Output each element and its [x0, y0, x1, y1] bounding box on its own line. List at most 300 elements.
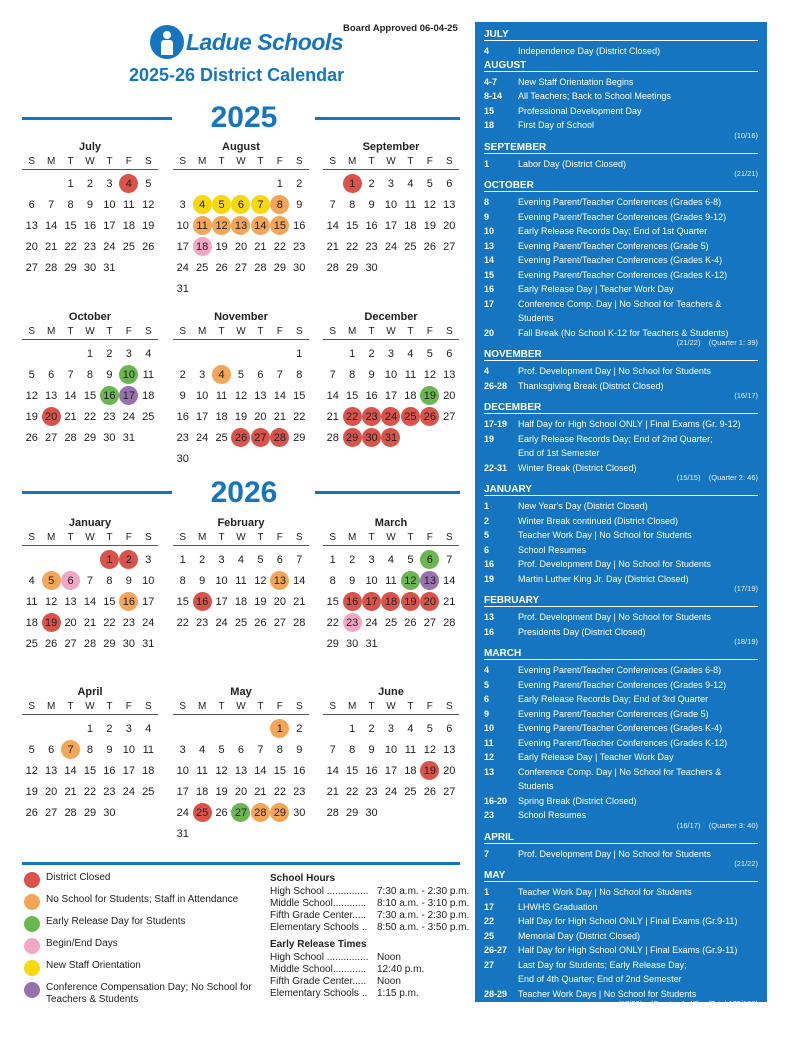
day-cell: 31	[365, 637, 378, 650]
event-description: Thanksgiving Break (District Closed)	[518, 380, 664, 391]
day-cell: 21	[64, 785, 77, 798]
event-row	[484, 104, 758, 119]
day-cell: 7	[276, 368, 283, 381]
event-date: 27	[484, 959, 495, 970]
event-date: 26-28	[484, 380, 508, 391]
divider	[315, 491, 460, 494]
day-cell: 12	[142, 198, 155, 211]
day-cell: 1	[349, 722, 356, 735]
empty-cell	[212, 343, 231, 364]
weekday-label: S	[295, 532, 303, 543]
weekday-label: M	[197, 532, 207, 543]
legend-swatch-icon	[24, 916, 40, 932]
day-cell: 6	[257, 368, 264, 381]
weekday-label: T	[368, 326, 375, 337]
day-cell: 6	[61, 570, 80, 591]
weekday-label: S	[28, 326, 36, 337]
event-description: First Day of School	[518, 120, 595, 130]
day-cell: 15	[83, 389, 97, 402]
day-cell: 28	[64, 431, 77, 444]
event-date: 18	[484, 120, 495, 130]
month-november	[173, 310, 309, 469]
empty-cell	[61, 343, 80, 364]
day-cell: 14	[64, 764, 77, 777]
weekday-label: S	[179, 326, 187, 337]
school-label: Middle School............	[270, 964, 367, 975]
day-cell: 9	[296, 198, 303, 211]
legend-label: District Closed	[46, 872, 111, 883]
day-cell: 3	[179, 198, 186, 211]
event-description: Evening Parent/Teacher Conferences (Grades 6-8)	[518, 665, 722, 675]
event-row	[484, 914, 758, 929]
day-cell: 31	[122, 431, 135, 444]
day-cell: 5	[257, 553, 264, 566]
weekday-label: M	[197, 701, 207, 712]
weekday-label: T	[67, 532, 74, 543]
day-cell: 9	[86, 198, 94, 211]
weekday-label: S	[445, 156, 453, 167]
event-row	[484, 297, 758, 326]
legend-swatch-icon	[24, 960, 40, 976]
event-description: Fall Break (No School K-12 for Teachers & Students)	[518, 327, 729, 338]
day-cell: 2	[368, 722, 375, 735]
weekday-label: T	[257, 156, 264, 167]
school-time: 7:30 a.m. - 2:30 p.m.	[377, 910, 470, 921]
day-cell: 13	[420, 570, 439, 591]
day-cell: 23	[83, 240, 97, 253]
day-cell: 4	[145, 347, 152, 360]
event-row	[484, 721, 758, 736]
day-cell: 13	[443, 198, 456, 211]
event-date: 9	[484, 211, 490, 222]
month-january	[22, 516, 158, 654]
day-cell: 17	[119, 385, 138, 406]
day-cell: 10	[142, 574, 155, 587]
legend-label: Early Release Day for Students	[46, 916, 186, 927]
event-date: 8-14	[484, 91, 503, 101]
day-cell: 8	[349, 368, 356, 381]
event-description: Teacher Work Days | No School for Students	[518, 988, 697, 999]
day-cell: 7	[329, 743, 336, 756]
day-cell: 30	[293, 806, 306, 819]
event-date: 16-20	[484, 795, 508, 806]
events-panel	[475, 22, 767, 1037]
day-cell: 29	[346, 261, 359, 274]
day-cell: 2	[86, 177, 94, 190]
month-february	[173, 516, 309, 633]
event-date: 25	[484, 930, 495, 941]
day-count: (15/15) (Quarter 2: 46)	[676, 473, 758, 482]
empty-cell	[192, 173, 211, 194]
empty-cell	[80, 549, 99, 570]
day-cell: 7	[296, 553, 303, 566]
day-cell: 8	[296, 368, 303, 381]
day-cell: 7	[251, 194, 270, 215]
weekday-label: W	[386, 326, 396, 337]
month-name: December	[364, 311, 418, 323]
day-cell: 2	[296, 722, 303, 735]
day-cell: 3	[106, 177, 113, 190]
day-cell: 16	[365, 219, 378, 232]
day-cell: 8	[270, 194, 289, 215]
weekday-label: S	[329, 156, 337, 167]
day-cell: 29	[293, 431, 306, 444]
day-cell: 12	[212, 215, 231, 236]
day-cell: 11	[404, 743, 417, 756]
day-count: (21/22)	[734, 859, 758, 868]
day-cell: 15	[176, 595, 189, 608]
day-cell: 20	[443, 764, 456, 777]
day-cell: 22	[273, 240, 286, 253]
hours-row	[270, 976, 470, 988]
event-date: 20	[484, 327, 495, 338]
event-description: Evening Parent/Teacher Conferences (Grades 9-12)	[518, 679, 727, 690]
weekday-label: T	[368, 701, 375, 712]
page-title: 2025-26 District Calendar	[129, 65, 345, 85]
day-cell: 20	[45, 785, 58, 798]
school-time: Noon	[377, 976, 401, 987]
event-date: 6	[484, 694, 490, 704]
weekday-label: T	[407, 701, 414, 712]
day-cell: 17	[384, 219, 398, 232]
hours-row	[270, 964, 470, 976]
weekday-label: T	[257, 326, 264, 337]
day-cell: 9	[368, 198, 375, 211]
event-date: 17	[484, 901, 495, 912]
weekday-label: M	[197, 156, 207, 167]
day-cell: 1	[179, 553, 186, 566]
event-date: 19	[484, 573, 495, 584]
day-cell: 4	[119, 173, 138, 194]
event-date: 12	[484, 752, 495, 762]
event-description: Early Release Records Day; End of 3rd Quarter	[518, 694, 709, 704]
event-row	[484, 499, 758, 514]
school-label: Elementary Schools ..	[270, 988, 368, 999]
day-cell: 19	[142, 219, 155, 232]
event-row	[484, 707, 758, 722]
day-cell: 7	[61, 739, 80, 760]
event-description: Early Release Day | Teacher Work Day	[518, 284, 674, 294]
day-cell: 16	[103, 764, 116, 777]
day-count: (21/22) (Quarter 1: 39)	[676, 338, 758, 347]
event-row	[484, 89, 758, 104]
event-date: 16	[484, 626, 495, 637]
day-cell: 8	[349, 743, 356, 756]
hours-row	[270, 898, 470, 910]
event-description: Juneteenth Holiday (District Closed)	[518, 1027, 662, 1037]
weekday-label: S	[179, 701, 187, 712]
weekday-header	[22, 325, 158, 340]
weekday-label: S	[28, 532, 36, 543]
day-cell: 1	[349, 347, 356, 360]
school-time: 12:40 p.m.	[377, 964, 425, 975]
weekday-header	[22, 155, 158, 170]
event-row	[484, 417, 758, 432]
day-cell: 22	[293, 410, 306, 423]
month-july	[22, 140, 158, 278]
empty-cell	[323, 718, 342, 739]
legend-item	[24, 872, 264, 888]
day-cell: 15	[270, 215, 289, 236]
event-row	[484, 210, 758, 225]
day-cell: 10	[365, 574, 378, 587]
day-cell: 19	[401, 591, 420, 612]
legend-item	[24, 894, 264, 910]
legend-item	[24, 982, 264, 1006]
day-cell: 4	[145, 722, 152, 735]
day-cell: 21	[64, 410, 77, 423]
day-cell: 15	[64, 219, 77, 232]
day-cell: 10	[215, 574, 228, 587]
day-cell: 31	[142, 637, 155, 650]
day-cell: 12	[423, 368, 436, 381]
weekday-label: F	[276, 532, 283, 543]
weekday-label: S	[144, 701, 152, 712]
hours-row	[270, 952, 470, 964]
school-label: Middle School............	[270, 898, 367, 909]
empty-cell	[212, 718, 231, 739]
event-date: 8	[484, 197, 490, 207]
day-cell: 8	[86, 743, 94, 756]
day-cell: 18	[404, 764, 417, 777]
empty-cell	[323, 343, 342, 364]
event-description: Conference Comp. Day | No School for Teachers & Students	[518, 298, 722, 323]
empty-cell	[61, 549, 80, 570]
empty-cell	[251, 343, 270, 364]
day-cell: 25	[25, 637, 38, 650]
event-row	[484, 268, 758, 283]
events-month-heading: OCTOBER	[484, 179, 758, 192]
event-description: Evening Parent/Teacher Conferences (Grades 6-8)	[518, 197, 722, 207]
day-cell: 10	[384, 368, 398, 381]
day-cell: 25	[215, 431, 228, 444]
day-cell: 28	[326, 806, 339, 819]
day-cell: 3	[218, 553, 225, 566]
day-cell: 14	[326, 764, 339, 777]
day-cell: 13	[25, 219, 38, 232]
day-cell: 2	[199, 553, 206, 566]
day-cell: 6	[446, 722, 453, 735]
day-cell: 22	[103, 616, 116, 629]
event-row	[484, 943, 758, 958]
day-cell: 19	[254, 595, 267, 608]
day-cell: 19	[423, 219, 436, 232]
day-cell: 23	[293, 240, 306, 253]
legend-item	[24, 938, 264, 954]
day-cell: 21	[83, 616, 97, 629]
day-cell: 2	[368, 177, 375, 190]
weekday-label: S	[179, 532, 187, 543]
day-cell: 9	[125, 574, 132, 587]
weekday-label: S	[144, 156, 152, 167]
month-name: May	[230, 686, 252, 698]
event-date: 10	[484, 723, 495, 733]
weekday-label: T	[106, 326, 113, 337]
day-cell: 3	[179, 743, 186, 756]
weekday-label: T	[407, 326, 414, 337]
school-label: High School ...............	[270, 952, 369, 963]
weekday-label: T	[218, 532, 225, 543]
day-cell: 4	[212, 364, 231, 385]
day-cell: 3	[387, 347, 395, 360]
day-cell: 26	[215, 806, 228, 819]
weekday-label: T	[67, 326, 74, 337]
day-cell: 1	[86, 347, 94, 360]
event-date: 11	[484, 737, 494, 748]
event-description: End of 4th Quarter; End of 2nd Semester	[518, 974, 682, 984]
event-description: Prof. Development Day | No School for Students	[518, 848, 711, 859]
event-date: 7	[484, 848, 490, 859]
month-name: March	[374, 517, 408, 529]
day-count: (18/19)	[734, 637, 758, 646]
day-cell: 11	[25, 595, 38, 608]
day-cell: 17	[384, 389, 398, 402]
day-cell: 6	[48, 368, 55, 381]
day-cell: 22	[273, 785, 286, 798]
event-row	[484, 750, 758, 765]
day-cell: 5	[28, 368, 35, 381]
day-cell: 20	[420, 591, 439, 612]
day-cell: 7	[48, 198, 55, 211]
day-cell: 4	[192, 194, 211, 215]
day-cell: 1	[86, 722, 94, 735]
day-cell: 22	[346, 785, 359, 798]
day-cell: 19	[420, 385, 439, 406]
day-cell: 2	[179, 368, 186, 381]
empty-cell	[41, 343, 60, 364]
day-cell: 11	[235, 574, 247, 587]
weekday-label: W	[236, 326, 246, 337]
weekday-label: S	[179, 156, 187, 167]
day-cell: 23	[362, 406, 381, 427]
day-cell: 16	[192, 591, 211, 612]
day-cell: 9	[368, 368, 375, 381]
day-cell: 8	[276, 743, 283, 756]
weekday-label: W	[386, 156, 396, 167]
event-row	[484, 195, 758, 210]
day-cell: 14	[254, 764, 267, 777]
empty-cell	[22, 718, 41, 739]
day-cell: 28	[64, 806, 77, 819]
events-month-heading: NOVEMBER	[484, 348, 758, 361]
day-cell: 22	[346, 240, 359, 253]
day-cell: 12	[254, 574, 267, 587]
weekday-label: S	[445, 701, 453, 712]
event-description: School Resumes	[518, 544, 587, 555]
day-cell: 26	[231, 427, 250, 448]
day-cell: 28	[83, 637, 97, 650]
day-cell: 17	[215, 595, 228, 608]
day-cell: 29	[326, 637, 339, 650]
day-cell: 14	[64, 389, 77, 402]
day-cell: 12	[401, 570, 420, 591]
day-cell: 25	[192, 802, 211, 823]
day-cell: 21	[254, 240, 267, 253]
day-cell: 9	[368, 743, 375, 756]
legend-swatch-icon	[24, 982, 40, 998]
legend-label: New Staff Orientation	[46, 960, 141, 971]
day-cell: 16	[293, 764, 306, 777]
weekday-label: T	[67, 701, 74, 712]
day-cell: 17	[362, 591, 381, 612]
logo-figure-icon	[150, 25, 184, 59]
event-date: 16	[484, 284, 495, 294]
day-cell: 7	[86, 574, 94, 587]
day-cell: 18	[142, 764, 155, 777]
day-cell: 13	[231, 215, 250, 236]
month-april	[22, 685, 158, 823]
weekday-label: F	[426, 326, 433, 337]
day-cell: 18	[234, 595, 248, 608]
day-cell: 18	[404, 389, 417, 402]
empty-cell	[323, 173, 342, 194]
event-description: Early Release Day | Teacher Work Day	[518, 752, 674, 762]
day-cell: 9	[296, 743, 303, 756]
day-cell: 28	[251, 802, 270, 823]
event-row	[484, 929, 758, 944]
day-cell: 30	[103, 431, 116, 444]
event-date: 4-7	[484, 76, 498, 87]
event-date: 5	[484, 530, 490, 540]
day-cell: 4	[407, 177, 414, 190]
weekday-label: S	[445, 326, 453, 337]
event-row	[484, 765, 758, 794]
day-cell: 3	[125, 722, 132, 735]
weekday-label: W	[236, 701, 246, 712]
day-cell: 21	[273, 410, 286, 423]
month-name: February	[217, 517, 265, 529]
day-cell: 10	[119, 364, 138, 385]
event-description: Evening Parent/Teacher Conferences (Grade 5)	[518, 240, 709, 251]
event-description: Martin Luther King Jr. Day (District Closed)	[518, 573, 689, 584]
event-description: Evening Parent/Teacher Conferences (Grades K-4)	[518, 255, 723, 265]
day-cell: 18	[215, 410, 228, 423]
day-cell: 19	[41, 612, 60, 633]
day-cell: 26	[254, 616, 267, 629]
weekday-label: S	[329, 326, 337, 337]
school-time: Noon	[377, 952, 401, 963]
legend-label: Begin/End Days	[46, 938, 118, 949]
event-row	[484, 794, 758, 809]
month-august	[173, 140, 309, 299]
event-row	[484, 446, 758, 461]
event-row	[484, 432, 758, 447]
event-row	[484, 44, 758, 59]
month-name: August	[222, 141, 260, 153]
weekday-label: T	[218, 326, 225, 337]
day-cell: 6	[231, 194, 250, 215]
day-cell: 9	[199, 574, 206, 587]
day-cell: 4	[237, 553, 245, 566]
day-cell: 30	[362, 427, 381, 448]
day-cell: 4	[407, 347, 414, 360]
day-cell: 11	[142, 368, 154, 381]
event-date: 13	[484, 240, 495, 251]
weekday-label: T	[106, 701, 113, 712]
weekday-label: W	[386, 532, 396, 543]
day-cell: 13	[45, 389, 58, 402]
month-name: January	[68, 517, 112, 529]
event-description: Teacher Work Day | No School for Students	[518, 887, 692, 897]
weekday-label: M	[197, 326, 207, 337]
hours-row	[270, 910, 470, 922]
weekday-header	[173, 325, 309, 340]
day-cell: 1	[296, 347, 303, 360]
day-cell: 14	[45, 219, 58, 232]
event-row	[484, 364, 758, 379]
day-cell: 21	[326, 410, 339, 423]
day-cell: 28	[326, 431, 339, 444]
